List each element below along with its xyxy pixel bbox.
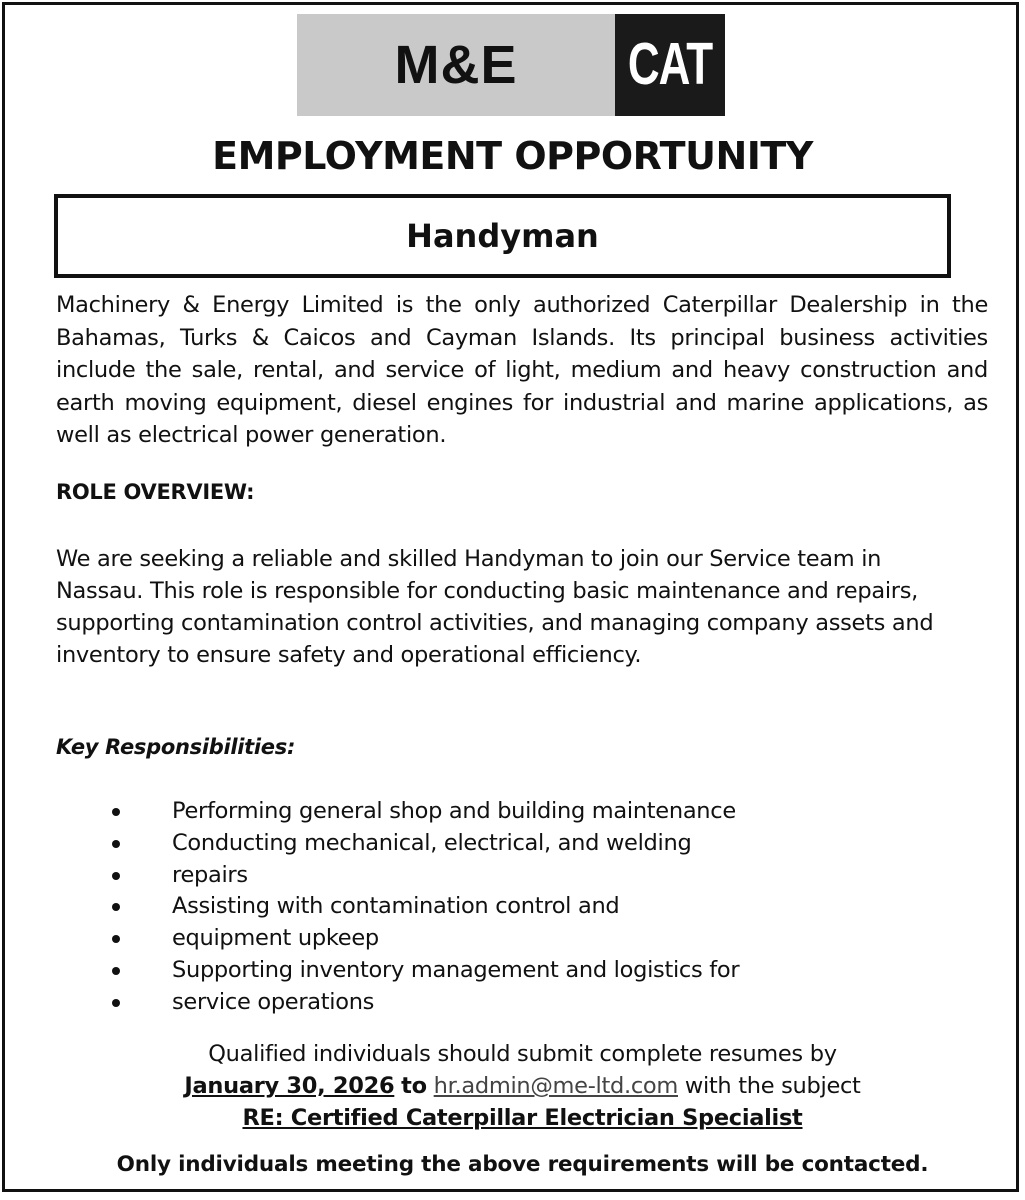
subject-intro: with the subject	[684, 1073, 861, 1099]
job-title-box	[54, 194, 951, 278]
subject-line: RE: Certified Caterpillar Electrician Specialist	[242, 1105, 803, 1131]
company-intro: Machinery & Energy Limited is the only authorized Caterpillar Dealership in the Bahamas, Turks & Caicos and Cayman Islands. Its principal business activities include the sale, rental, and service of light, medium and heavy construction and earth moving equipment, diesel engines for industrial and marine applications, as well as electrical power generation.	[56, 292, 988, 448]
role-overview-body: We are seeking a reliable and skilled Handyman to join our Service team in Nassau. This role is responsible for conducting basic maintenance and repairs, supporting contamination control activities, and managing company assets and inventory to ensure safety and operational efficiency.	[56, 546, 934, 668]
list-item: service operations	[112, 987, 739, 1019]
bullet-icon	[112, 903, 120, 911]
role-overview-heading: ROLE OVERVIEW:	[56, 480, 255, 504]
list-item: repairs	[112, 860, 739, 892]
bullet-icon	[112, 999, 120, 1007]
responsibilities-heading: Key Responsibilities:	[56, 735, 296, 759]
bullet-icon	[112, 967, 120, 975]
deadline-line	[0, 1070, 1025, 1102]
submit-line: Qualified individuals should submit complete resumes by	[208, 1041, 837, 1067]
email-link[interactable]: hr.admin@me-ltd.com	[433, 1073, 678, 1099]
cat-logo	[615, 14, 725, 116]
me-logo-text: M&E	[394, 35, 518, 95]
list-item: equipment upkeep	[112, 923, 739, 955]
application-instructions	[0, 1038, 1025, 1134]
deadline-date: January 30, 2026	[184, 1073, 395, 1099]
page-title: EMPLOYMENT OPPORTUNITY	[212, 134, 813, 178]
responsibilities-list	[112, 796, 739, 1019]
to-word: to	[401, 1073, 427, 1099]
bullet-icon	[112, 935, 120, 943]
list-item: Performing general shop and building maintenance	[112, 796, 739, 828]
bullet-icon	[112, 872, 120, 880]
cat-logo-text: CAT	[627, 31, 713, 98]
job-title: Handyman	[406, 217, 599, 255]
list-item: Conducting mechanical, electrical, and welding	[112, 828, 739, 860]
me-logo	[297, 14, 615, 116]
list-item: Supporting inventory management and logistics for	[112, 955, 739, 987]
footer-note: Only individuals meeting the above requirements will be contacted.	[116, 1152, 929, 1177]
bullet-icon	[112, 840, 120, 848]
bullet-icon	[112, 808, 120, 816]
list-item: Assisting with contamination control and	[112, 891, 739, 923]
